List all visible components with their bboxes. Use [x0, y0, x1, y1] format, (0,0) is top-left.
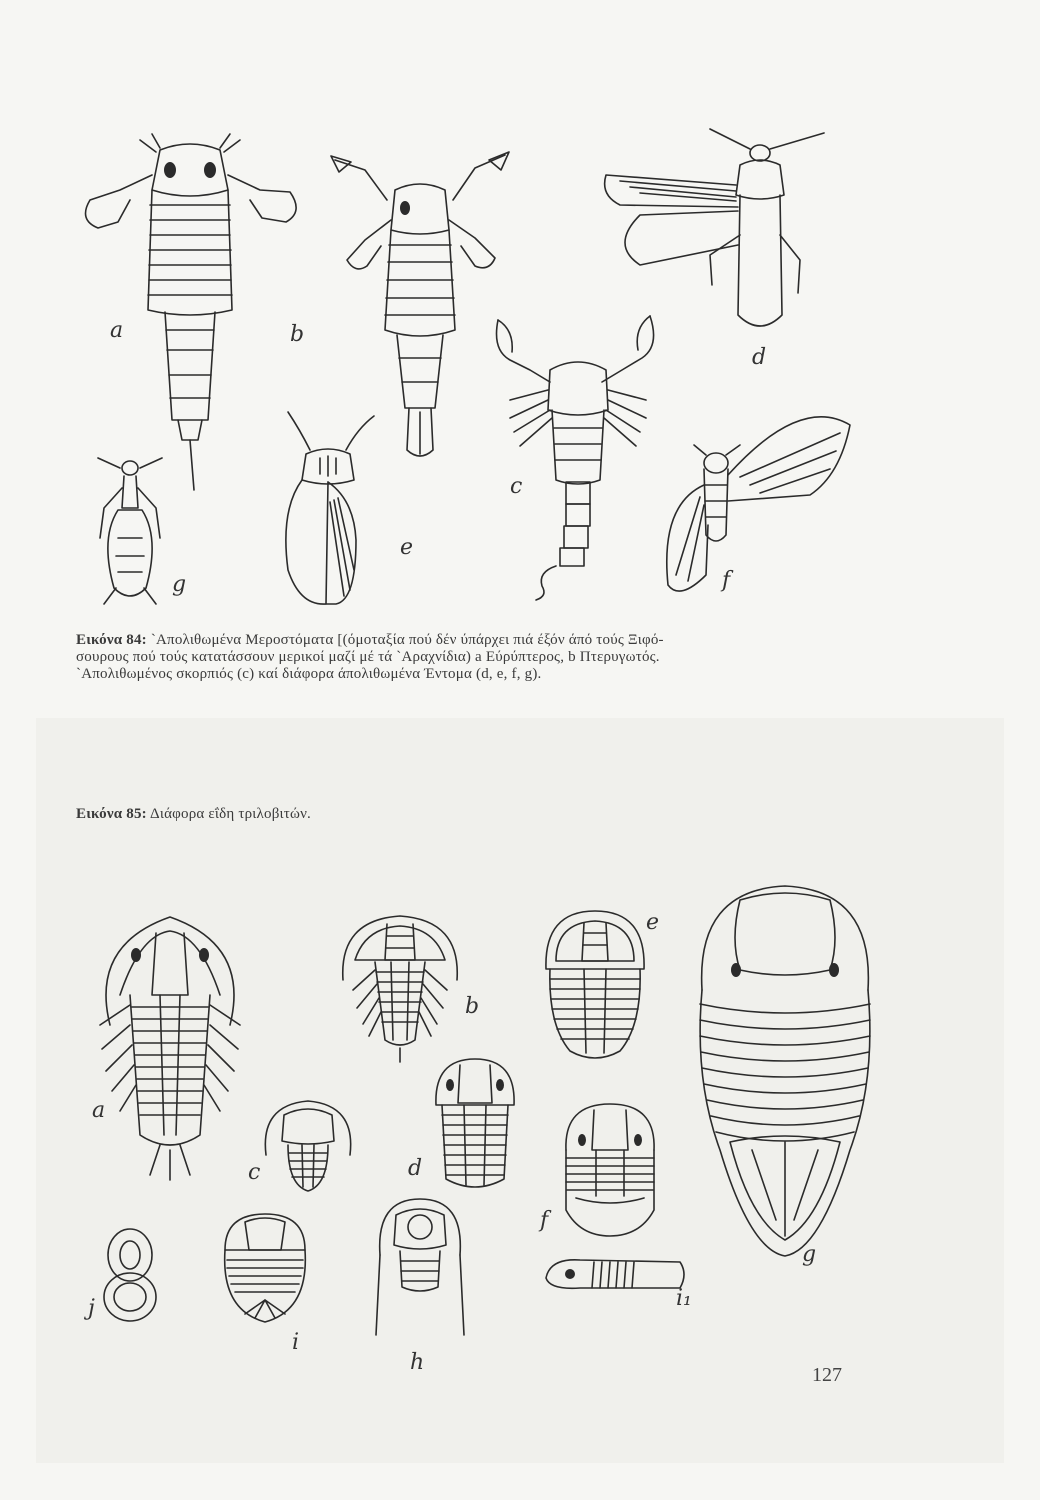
fig85-label-g: g [802, 1242, 817, 1267]
fig84-moth-illustration [660, 405, 860, 605]
fig85-trilobite-g-illustration [690, 880, 880, 1265]
fig85-trilobite-e-illustration [540, 905, 650, 1065]
fig85-trilobite-a-illustration [80, 905, 270, 1185]
fig85-label-d: d [408, 1156, 423, 1181]
fig85-trilobite-i1-illustration [540, 1248, 690, 1298]
fig85-trilobite-i-illustration [215, 1210, 315, 1330]
fig85-label-h: h [410, 1350, 425, 1375]
fig85-label-a: a [92, 1098, 106, 1123]
fig84-scorpion-illustration [490, 310, 665, 610]
fig85-caption-label: Εικόνα 85: [76, 806, 147, 822]
fig84-caption-text-1: `Απολιθωμένα Μεροστόματα [(όμοταξία πού δέν ύπάρχει πιά έξόν άπό τούς Ξιφό- [146, 632, 664, 648]
fig85-trilobite-h-illustration [370, 1195, 470, 1345]
fig85-label-i1: i₁ [676, 1286, 692, 1311]
fig85-caption [76, 806, 676, 823]
fig84-caption [76, 632, 956, 683]
fig85-trilobite-d-illustration [430, 1055, 520, 1195]
fig84-winged-insect-illustration [600, 125, 830, 345]
fig84-label-d: d [752, 345, 767, 370]
fig85-label-i: i [292, 1330, 300, 1355]
fig84-label-e: e [400, 535, 414, 560]
fig84-label-c: c [510, 474, 523, 499]
fig85-label-c: c [248, 1160, 261, 1185]
fig85-trilobite-f-illustration [560, 1100, 660, 1240]
fig85-trilobite-b-illustration [335, 910, 465, 1065]
fig85-caption-text: Διάφορα εΐδη τριλοβιτών. [146, 806, 312, 822]
fig84-small-insect-illustration [90, 448, 170, 613]
fig85-trilobite-j-illustration [100, 1225, 160, 1325]
fig85-label-e: e [646, 910, 660, 935]
fig85-trilobite-c-illustration [258, 1095, 358, 1195]
fig84-caption-line-1 [76, 632, 956, 649]
fig84-caption-label: Εικόνα 84: [76, 632, 147, 648]
page-number: 127 [812, 1364, 842, 1386]
fig85-label-b: b [465, 994, 480, 1019]
fig84-caption-line-2: σουρους πού τούς κατατάσσουν μερικοί μαζί μέ τά `Αραχνίδια) a Εύρύπτερος, b Πτερυγωτός. [76, 649, 660, 665]
fig84-label-a: a [110, 318, 124, 343]
fig84-label-b: b [290, 322, 305, 347]
fig84-label-g: g [172, 572, 187, 597]
fig85-label-j: j [88, 1296, 95, 1321]
fig84-label-f: f [722, 568, 731, 593]
fig84-beetle-illustration [270, 410, 390, 610]
fig85-label-f: f [540, 1208, 549, 1233]
fig84-caption-line-3: `Απολιθωμένος σκορπιός (c) καί διάφορα άπολιθωμένα Έντομα (d, e, f, g). [76, 666, 542, 682]
